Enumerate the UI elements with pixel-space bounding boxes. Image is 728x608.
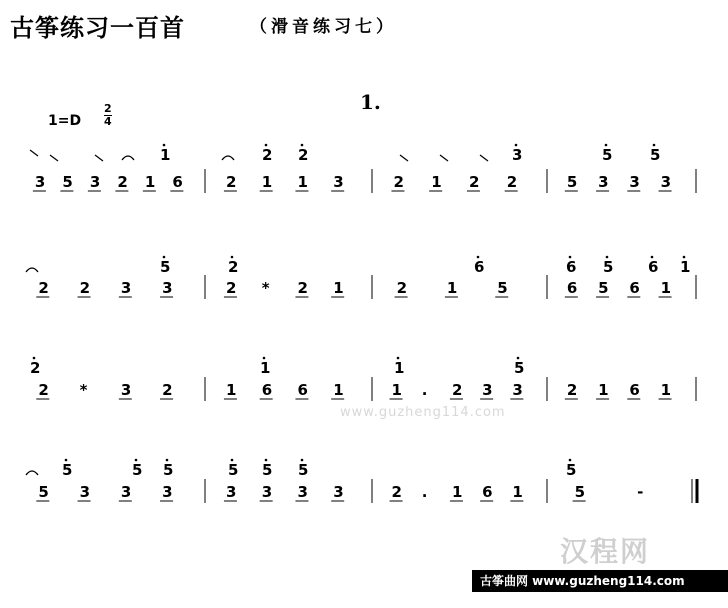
octave-dot [569, 459, 572, 462]
note: 6 [566, 279, 578, 297]
upper-note: 5 [298, 461, 309, 479]
octave-dot [605, 144, 608, 147]
page-subtitle: （滑音练习七） [250, 17, 397, 37]
upper-note: 5 [603, 258, 614, 276]
note: 6 [297, 381, 308, 399]
slide-mark [440, 155, 448, 161]
time-signature-top: 2 [104, 102, 112, 115]
upper-note: 1 [260, 359, 271, 377]
note: 5 [62, 173, 73, 191]
note: 2 [393, 173, 404, 191]
note: 6 [261, 381, 273, 399]
octave-dot [517, 357, 520, 360]
upper-note: 2 [228, 258, 239, 276]
octave-dot [166, 459, 169, 462]
upper-note: 5 [566, 461, 577, 479]
note: 2 [396, 279, 408, 297]
note: 1 [261, 173, 273, 191]
note: 1 [598, 381, 609, 399]
note: 3 [89, 173, 101, 191]
note: 3 [34, 173, 46, 191]
octave-dot [301, 144, 304, 147]
note: 2 [468, 173, 480, 191]
upper-note: 2 [298, 146, 309, 164]
tie-arc [122, 156, 134, 160]
note: 5 [38, 483, 49, 501]
note: - [637, 483, 644, 501]
note: 3 [482, 381, 493, 399]
note: 2 [38, 381, 49, 399]
upper-note: 5 [514, 359, 525, 377]
upper-note: 2 [262, 146, 273, 164]
upper-note: 1 [394, 359, 405, 377]
note: 2 [391, 483, 402, 501]
tie-arc [26, 268, 38, 272]
octave-dot [265, 144, 268, 147]
note: 2 [38, 279, 49, 297]
note: 3 [162, 279, 173, 297]
note: . [421, 381, 428, 399]
note: 3 [629, 173, 640, 191]
upper-note: 6 [648, 258, 659, 276]
note: * [261, 279, 270, 297]
note: . [421, 483, 428, 501]
note: 5 [566, 173, 578, 191]
octave-dot [231, 256, 234, 259]
upper-note: 1 [680, 258, 691, 276]
note: 6 [172, 173, 183, 191]
note: 3 [512, 381, 523, 399]
note: 6 [482, 483, 493, 501]
upper-note: 5 [602, 146, 613, 164]
note: 6 [629, 381, 640, 399]
octave-dot [651, 256, 654, 259]
note: 3 [120, 279, 132, 297]
slide-mark [50, 155, 58, 161]
note: 1 [297, 173, 308, 191]
upper-note: 5 [228, 461, 239, 479]
note: 1 [391, 381, 402, 399]
note: 1 [446, 279, 458, 297]
upper-note: 5 [132, 461, 143, 479]
note: 3 [261, 483, 273, 501]
upper-note: 5 [262, 461, 273, 479]
note: 5 [598, 279, 609, 297]
watermark-logo: 汉程网 [560, 535, 651, 568]
note: 6 [629, 279, 640, 297]
upper-note: 1 [160, 146, 171, 164]
note: 2 [451, 381, 463, 399]
note: 3 [120, 381, 132, 399]
footer-banner: 古筝曲网 www.guzheng114.com [472, 570, 728, 592]
octave-dot [163, 256, 166, 259]
note: 3 [225, 483, 237, 501]
tie-arc [26, 471, 38, 475]
note: 1 [660, 381, 671, 399]
note: 2 [117, 173, 128, 191]
octave-dot [653, 144, 656, 147]
note: 3 [162, 483, 173, 501]
upper-note: 2 [30, 359, 41, 377]
slide-mark [30, 150, 38, 156]
upper-note: 6 [566, 258, 577, 276]
slide-mark [400, 155, 408, 161]
note: 1 [333, 381, 344, 399]
note: 3 [120, 483, 132, 501]
octave-dot [683, 256, 686, 259]
upper-note: 6 [474, 258, 485, 276]
note: 3 [660, 173, 671, 191]
upper-note: 5 [62, 461, 73, 479]
note: 5 [574, 483, 586, 501]
note: 3 [598, 173, 609, 191]
upper-note: 5 [160, 258, 171, 276]
note: 3 [333, 173, 344, 191]
note: 1 [333, 279, 344, 297]
note: 1 [451, 483, 463, 501]
octave-dot [301, 459, 304, 462]
slide-mark [95, 155, 103, 161]
note: 2 [297, 279, 308, 297]
tie-arc [222, 156, 234, 160]
note: 1 [660, 279, 671, 297]
piece-number: 1. [360, 90, 381, 114]
note: 2 [225, 173, 237, 191]
note: 1 [225, 381, 237, 399]
octave-dot [265, 459, 268, 462]
octave-dot [569, 256, 572, 259]
note: 2 [566, 381, 578, 399]
note: 2 [79, 279, 90, 297]
octave-dot [65, 459, 68, 462]
slide-mark [480, 155, 488, 161]
note: 2 [506, 173, 518, 191]
octave-dot [397, 357, 400, 360]
octave-dot [263, 357, 266, 360]
note: 3 [333, 483, 344, 501]
note: 2 [162, 381, 173, 399]
upper-note: 5 [650, 146, 661, 164]
octave-dot [231, 459, 234, 462]
page-title: 古筝练习一百首 [10, 14, 185, 42]
octave-dot [606, 256, 609, 259]
note: * [79, 381, 88, 399]
key-signature: 1=D [48, 113, 82, 129]
note: 1 [431, 173, 442, 191]
octave-dot [477, 256, 480, 259]
octave-dot [135, 459, 138, 462]
note: 1 [512, 483, 523, 501]
note: 3 [79, 483, 90, 501]
octave-dot [33, 357, 36, 360]
watermark-text: www.guzheng114.com [340, 405, 506, 420]
upper-note: 3 [512, 146, 523, 164]
upper-note: 5 [163, 461, 174, 479]
note: 5 [497, 279, 508, 297]
note: 1 [144, 173, 156, 191]
octave-dot [163, 144, 166, 147]
octave-dot [515, 144, 518, 147]
note: 3 [297, 483, 308, 501]
time-signature-bottom: 4 [104, 115, 112, 128]
note: 2 [225, 279, 237, 297]
